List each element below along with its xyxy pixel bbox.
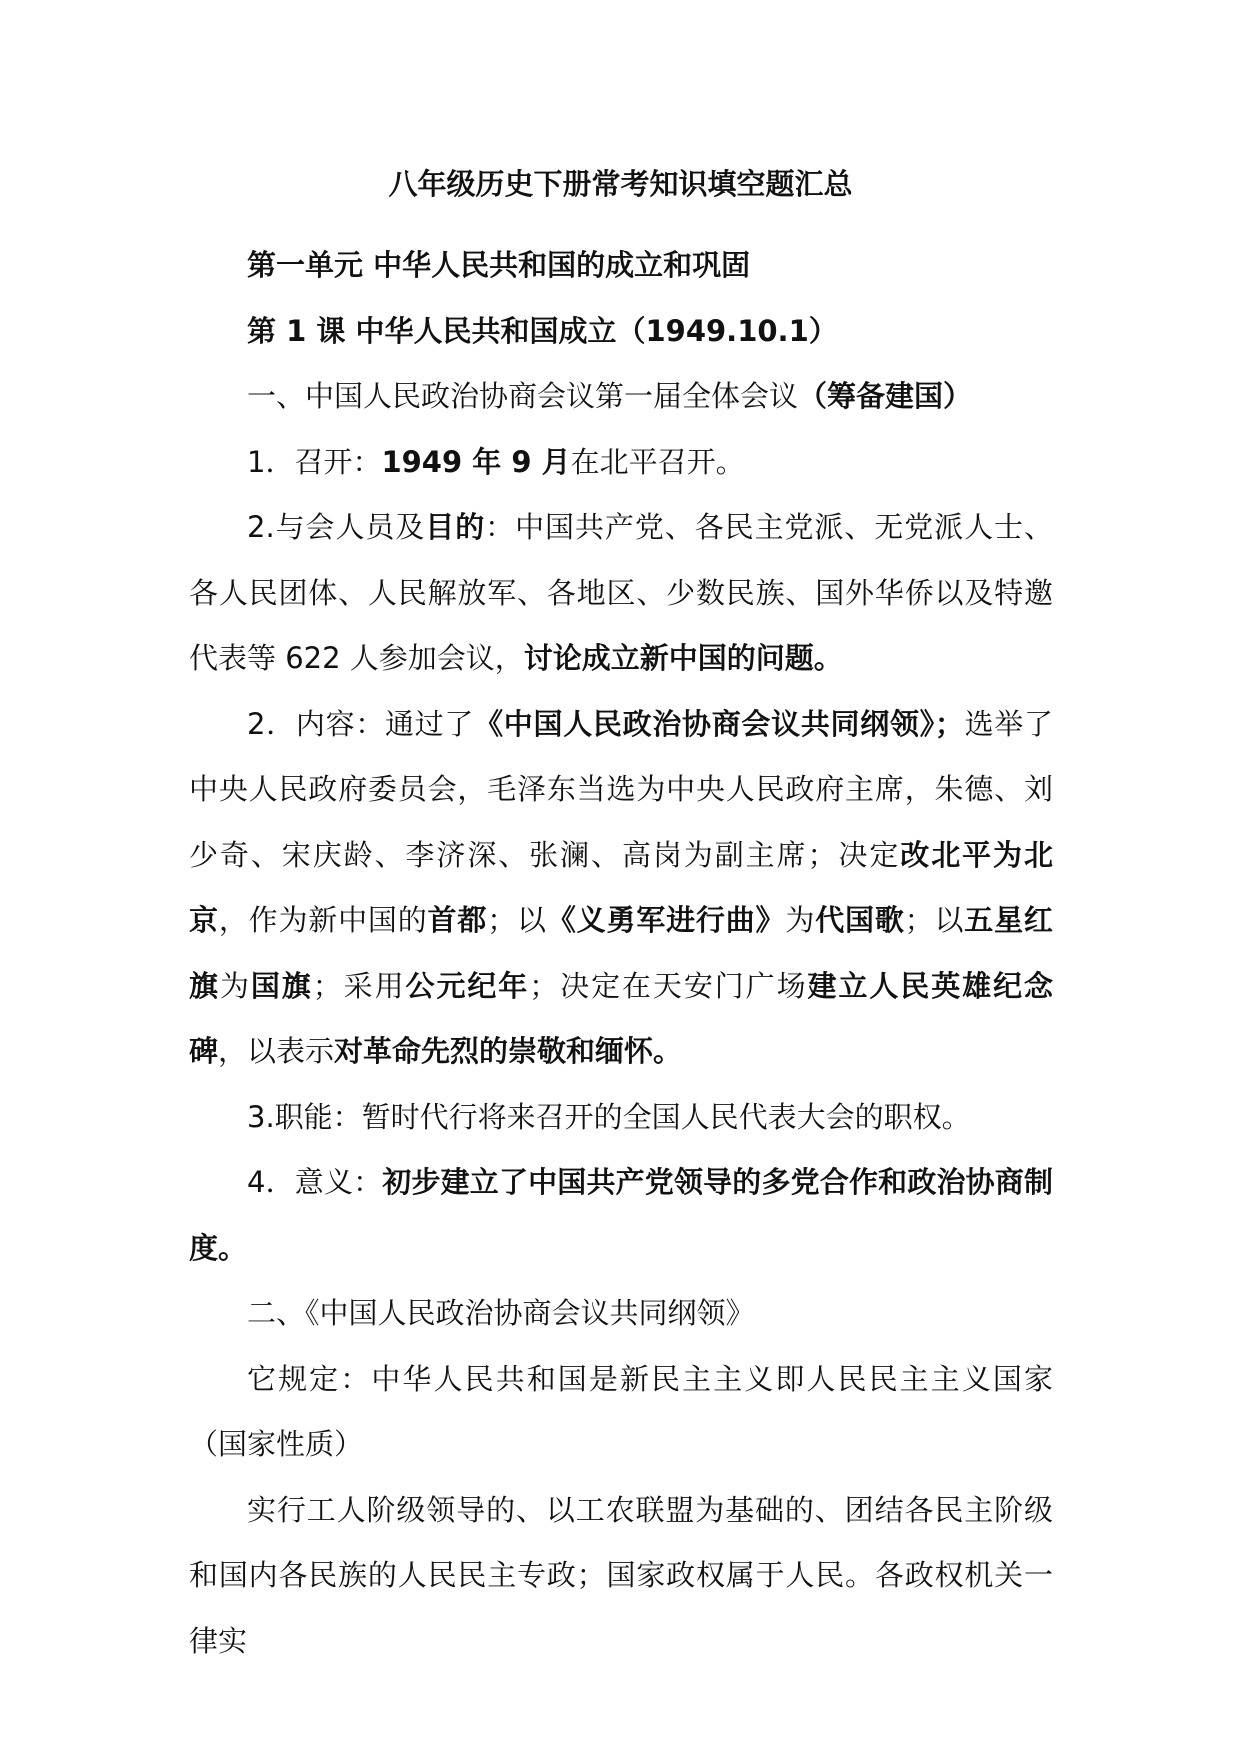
content-b7: 国旗 [250,968,313,1003]
content-b6: 五星红旗 [189,903,1053,1003]
item-participants-goal: 讨论成立新中国的问题。 [523,641,843,675]
content-b1: 《中国人民政治协商会议共同纲领》； [474,706,964,741]
content-t6: ；以 [904,903,965,937]
content-t8: ；采用 [312,968,406,1003]
content-b5: 代国歌 [815,903,905,937]
content-t9: ；决定在天安门广场 [529,968,808,1003]
paragraph-provisions: 它规定：中华人民共和国是新民主主义即人民民主主义国家（国家性质） [189,1361,1053,1461]
unit-heading: 第一单元 中华人民共和国的成立和巩固 [247,248,751,282]
section-heading-1-text: 一、中国人民政治协商会议第一届全体会议 [247,379,799,413]
item-function: 3.职能：暂时代行将来召开的全国人民代表大会的职权。 [247,1099,971,1134]
content-t3: ，作为新中国的 [218,903,428,937]
content-t1: 2．内容：通过了 [247,706,475,741]
content-b4: 《义勇军进行曲》 [546,903,786,937]
document-body [189,233,1053,1674]
section-heading-2: 二、《中国人民政治协商会议共同纲领》 [247,1296,755,1330]
content-t5: 为 [785,903,816,937]
item-convene-prefix: 1．召开： [247,444,382,479]
paragraph-dictatorship: 实行工人阶级领导的、以工农联盟为基础的、团结各民主阶级和国内各民族的人民民主专政；国家政权属于人民。各政权机关一律实 [189,1492,1053,1658]
section-heading-1 [189,364,1053,430]
content-t2: 选举了中央人民政府委员会，毛泽东当选为中央人民政府主席，朱德、刘少奇、宋庆龄、李济深、张澜、高岗为副主席；决定 [189,706,1053,872]
content-t10: ，以表示 [218,1034,335,1068]
item-convene [189,430,1053,496]
content-b8: 公元纪年 [405,968,530,1003]
content-t4: ；以 [487,903,547,937]
item-participants [189,495,1053,692]
lesson-heading: 第 1 课 中华人民共和国成立（1949.10.1） [247,313,838,348]
item-convene-suffix: 在北平召开。 [570,444,745,479]
page-title: 八年级历史下册常考知识填空题汇总 [388,167,853,201]
content-b3: 首都 [427,903,488,937]
item-participants-goal-label: 目的 [425,510,486,544]
item-significance-text: 初步建立了中国共产党领导的多党合作和政治协商制度。 [189,1165,1053,1265]
item-participants-prefix: 2.与会人员及 [247,510,426,544]
content-b9: 建立人民英雄纪念碑 [189,968,1053,1068]
content-t7: 为 [219,968,251,1003]
item-significance-prefix: 4．意义： [247,1165,383,1199]
item-participants-text: ：中国共产党、各民主党派、无党派人士、各人民团体、人民解放军、各地区、少数民族、国外华侨以及特邀代表等 622 人参加会议， [189,510,1053,675]
item-significance [189,1150,1053,1281]
content-b2: 改北平为北京 [189,837,1053,937]
item-content [189,692,1053,1085]
content-b10: 对革命先烈的崇敬和缅怀。 [334,1034,683,1068]
item-convene-date: 1949 年 9 月 [381,444,571,479]
section-heading-1-note: （筹备建国） [798,379,973,413]
